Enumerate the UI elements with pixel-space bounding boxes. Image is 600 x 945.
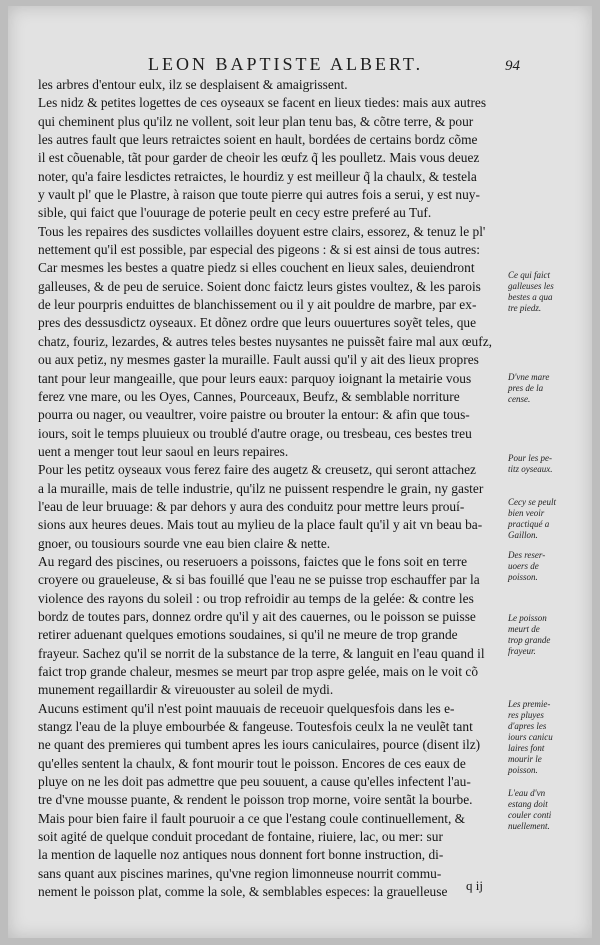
text-line: les arbres d'entour eulx, ilz se desplaisent & amaigrissent.: [38, 77, 348, 92]
show-through-text: [48, 912, 508, 924]
text-line: bordz de toutes pars, donnez ordre qu'il y ait des cauernes, ou le poisson se puisse: [38, 608, 476, 624]
text-line: pluye on ne les doit pas admettre que peu souuent, a cause qu'elles infectent l'au-: [38, 774, 471, 790]
margin-note: meurt de: [508, 624, 540, 634]
margin-note: couler conti: [508, 810, 552, 820]
margin-note: poisson.: [508, 572, 538, 582]
margin-note: Les premie-: [508, 699, 551, 709]
text-line: il est cõuenable, tãt pour garder de cheoir les œufz q̃ les poulletz. Mais vous deuez: [38, 150, 480, 166]
text-line: Pour les petitz oyseaux vous ferez faire des augetz & creusetz, qui seront attachez: [38, 462, 476, 478]
margin-note: tre piedz.: [508, 303, 542, 313]
body-text: [38, 76, 518, 901]
margin-note: Ce qui faict: [508, 270, 550, 280]
text-line: chatz, fouriz, lezardes, & autres teles bestes nuysantes ne puissẽt faire mal aux œufz,: [38, 333, 492, 349]
margin-note: bien veoir: [508, 508, 545, 518]
text-line: munement regaillardir & vireuouster au soleil de mydi.: [38, 682, 334, 698]
margin-note: poisson.: [508, 765, 538, 775]
signature-mark: q ij: [466, 878, 483, 893]
text-line: de leur pourpris enduittes de blanchissement ou il y ait pouldre de marbre, par ex-: [38, 297, 477, 313]
margin-note: Le poisson: [508, 613, 547, 623]
text-line: sans quant aux piscines marines, qu'vne region limonneuse nourrit commu-: [38, 865, 442, 881]
margin-note: trop grande: [508, 635, 551, 645]
text-line: frayeur. Sachez qu'il se norrit de la substance de la terre, & languit en l'eau quand il: [38, 645, 485, 661]
margin-note: mourir le: [508, 754, 542, 764]
text-line: Les nidz & petites logettes de ces oyseaux se facent en lieux tiedes: mais aux autres: [38, 95, 487, 111]
text-line: retirer aduenant quelques emotions soudaines, si qu'il ne meure de trop grande: [38, 627, 458, 643]
running-head: [8, 54, 592, 76]
margin-note: res pluyes: [508, 710, 544, 720]
margin-note: laires font: [508, 743, 545, 753]
margin-note: nuellement.: [508, 821, 550, 831]
text-line: ne quant des premieres qui tumbent apres les iours caniculaires, pource (disent ilz): [38, 737, 481, 753]
margin-note: uoers de: [508, 561, 539, 571]
book-page: [8, 6, 592, 938]
running-title: LEON BAPTISTE ALBERT.: [148, 54, 424, 74]
text-line: Tous les repaires des susdictes vollailles doyuent estre clairs, essorez, & tenuz le pl': [38, 223, 486, 239]
text-line: stangz l'eau de la pluye embourbée & fangeuse. Toutesfois ceulx la ne veulẽt tant: [38, 719, 473, 735]
margin-note: cense.: [508, 394, 531, 404]
margin-note: estang doit: [508, 799, 548, 809]
margin-note: titz oyseaux.: [508, 464, 553, 474]
text-line: y vault pl' que le Plastre, à raison que toute pierre qui autres fois a serui, y est nuy-: [38, 187, 480, 203]
text-line: soit agité de quelque conduit procedant de fontaine, riuiere, lac, ou mer: sur: [38, 829, 443, 845]
margin-note: Cecy se peult: [508, 497, 556, 507]
text-line: Aucuns estiment qu'il n'est point mauuais de receuoir quelquesfois dans les e-: [38, 700, 455, 716]
text-line: les autres fault que leurs retraictes soient en hault, bordées de certains bordz cõme: [38, 132, 478, 148]
margin-note: D'vne mare: [508, 372, 550, 382]
text-line: ferez vne mare, ou les Oyes, Cannes, Pourceaux, Beufz, & semblable norriture: [38, 388, 460, 404]
text-line: nement le poisson plat, comme la sole, & semblables especes: la grauelleuse: [38, 884, 448, 900]
text-line: tant pour leur mangeaille, que pour leurs eaux: parquoy ioignant la metairie vous: [38, 370, 472, 386]
text-line: violence des rayons du soleil : ou trop refroidir au temps de la gelée: & contre les: [38, 590, 474, 606]
page-number: 94: [505, 58, 520, 74]
margin-note: frayeur.: [508, 646, 536, 656]
text-line: l'eau de leur bruuage: & par dehors y aura des conduitz pour mettre leurs prouí-: [38, 498, 465, 514]
text-line: uent a menger tout leur saoul en leurs repaires.: [38, 443, 289, 459]
text-line: faict trop grande chaleur, mesmes se meurt par trop aspre gelée, mais on le voit cõ: [38, 664, 479, 679]
text-line: croyere ou graueleuse, & si bas fouillé que l'eau ne se puisse trop eschauffer par la: [38, 572, 480, 588]
margin-note: galleuses les: [508, 281, 554, 291]
text-line: qui cheminent plus qu'ilz ne vollent, soit leur plan tenu bas, & cõtre terre, & pour: [38, 113, 474, 129]
margin-note: d'apres les: [508, 721, 547, 731]
margin-note: Des reser-: [508, 550, 546, 560]
margin-note: L'eau d'vn: [508, 788, 546, 798]
text-line: tre d'vne mousse puante, & rendent le poisson trop morne, voire sentãt la bourbe.: [38, 792, 473, 808]
text-line: iours, soit le temps pluuieux ou troublé d'autre orage, ou tresbeau, ces bestes treu: [38, 425, 472, 441]
margin-note: iours canicu: [508, 732, 553, 742]
text-line: sible, qui faict que l'ouurage de poterie peult en cecy estre preferé au Tuf.: [38, 205, 432, 221]
text-line: Au regard des piscines, ou reseruoers a poissons, faictes que le fons soit en terre: [38, 553, 468, 569]
text-line: galleuses, & de peu de seruice. Soient donc faictz leurs gistes voultez, & les parois: [38, 278, 481, 294]
text-line: sions aux heures deues. Mais tout au mylieu de la place fault qu'il y ait vn beau ba-: [38, 517, 483, 533]
text-line: nettement qu'il est possible, par especial des pigeons : & si est ainsi de tous autres:: [38, 242, 480, 258]
text-line: Car mesmes les bestes a quatre piedz si elles couchent en lieux sales, deuiendront: [38, 260, 475, 276]
text-line: Mais pour bien faire il fault pouruoir a ce que l'estang coule continuellement, &: [38, 810, 466, 826]
margin-note: bestes a qua: [508, 292, 553, 302]
margin-note: practiqué a: [508, 519, 550, 529]
text-line: pourra ou nager, ou veaultrer, voire paistre ou brouter la entour: & afin que tous-: [38, 407, 470, 423]
text-line: a la muraille, mais de telle industrie, qu'ilz ne puissent respendre le grain, ny gaster: [38, 480, 484, 496]
text-line: pres des dessusdictz oyseaux. Et dõnez ordre que leurs ouuertures soyẽt teles, que: [38, 315, 477, 331]
margin-note: pres de la: [508, 383, 544, 393]
text-line: noter, qu'a faire lesdictes retraictes, le hourdiz y est meilleur q̃ la chaulx, & testela: [38, 168, 477, 184]
text-line: ou aux petiz, ny mesmes gaster la muraille. Fault aussi qu'il y ait des lieux propres: [38, 352, 479, 368]
text-line: qu'elles sentent la chaulx, & font mourir tout le poisson. Encores de ces eaux de: [38, 755, 466, 771]
text-line: la mention de laquelle noz antiques nous donnent fort bonne instruction, di-: [38, 847, 444, 863]
text-line: gnoer, ou tousiours sourde vne eau bien claire & nette.: [38, 535, 331, 551]
margin-note: Pour les pe-: [508, 453, 552, 463]
margin-note: Gaillon.: [508, 530, 538, 540]
